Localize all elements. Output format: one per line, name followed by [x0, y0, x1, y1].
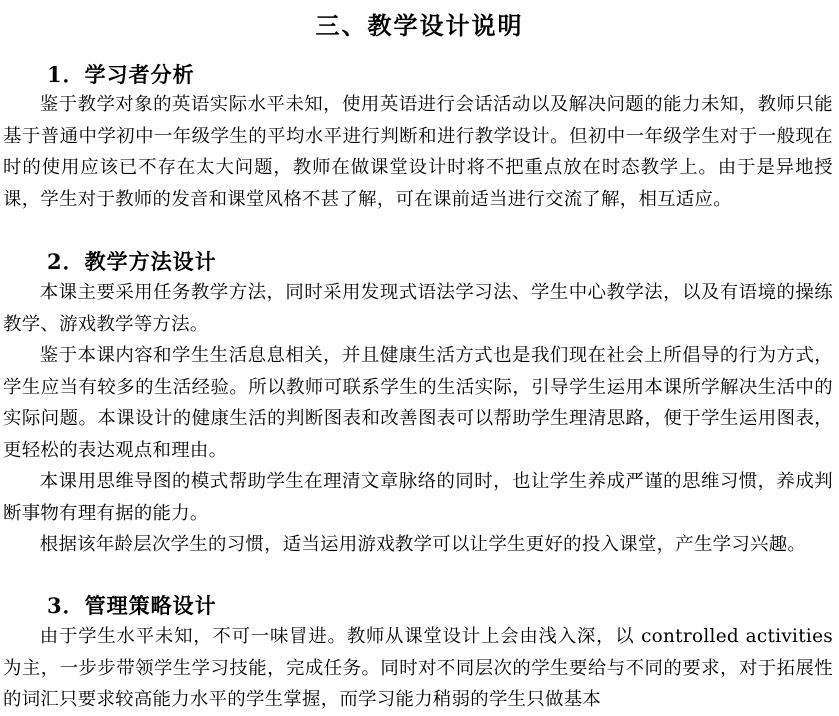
paragraph-learner-analysis: 鉴于教学对象的英语实际水平未知，使用英语进行会话活动以及解决问题的能力未知，教师只能基于普通中学初中一年级学生的平均水平进行判断和进行教学设计。但初中一年级学生对于一般现在时的使用应该已不存在太大问题，教师在做课堂设计时将不把重点放在时态教学上。由于是异地授课，学生对于教师的发音和课堂风格不甚了解，可在课前适当进行交流了解，相互适应。 [3, 94, 833, 210]
section-heading-learner-analysis: 1．学习者分析 [47, 62, 195, 87]
paragraph-teaching-methods-2: 鉴于本课内容和学生生活息息相关，并且健康生活方式也是我们现在社会上所倡导的行为方式，学生应当有较多的生活经验。所以教师可联系学生的生活实际，引导学生运用本课所学解决生活中的实际问题。本课设计的健康生活的判断图表和改善图表可以帮助学生理清思路，便于学生运用图表，更轻松的表达观点和理由。 [3, 345, 833, 461]
paragraph-teaching-methods-1: 本课主要采用任务教学方法，同时采用发现式语法学习法、学生中心教学法，以及有语境的操练教学、游戏教学等方法。 [3, 282, 833, 335]
paragraph-teaching-methods-3: 本课用思维导图的模式帮助学生在理清文章脉络的同时，也让学生养成严谨的思维习惯，养成判断事物有理有据的能力。 [3, 471, 833, 524]
paragraph-management-strategy: 由于学生水平未知，不可一味冒进。教师从课堂设计上会由浅入深，以 controlled activities 为主，一步步带领学生学习技能，完成任务。同时对不同层次的学生要给与不同的要求，对于拓展性的词汇只要求较高能力水平的学生掌握，而学习能力稍弱的学生只做基本 [3, 626, 833, 710]
document-title: 三、教学设计说明 [315, 11, 524, 40]
section-heading-teaching-methods: 2．教学方法设计 [47, 249, 217, 274]
section-heading-management-strategy: 3．管理策略设计 [47, 593, 217, 618]
paragraph-teaching-methods-4: 根据该年龄层次学生的习惯，适当运用游戏教学可以让学生更好的投入课堂，产生学习兴趣。 [39, 534, 807, 555]
